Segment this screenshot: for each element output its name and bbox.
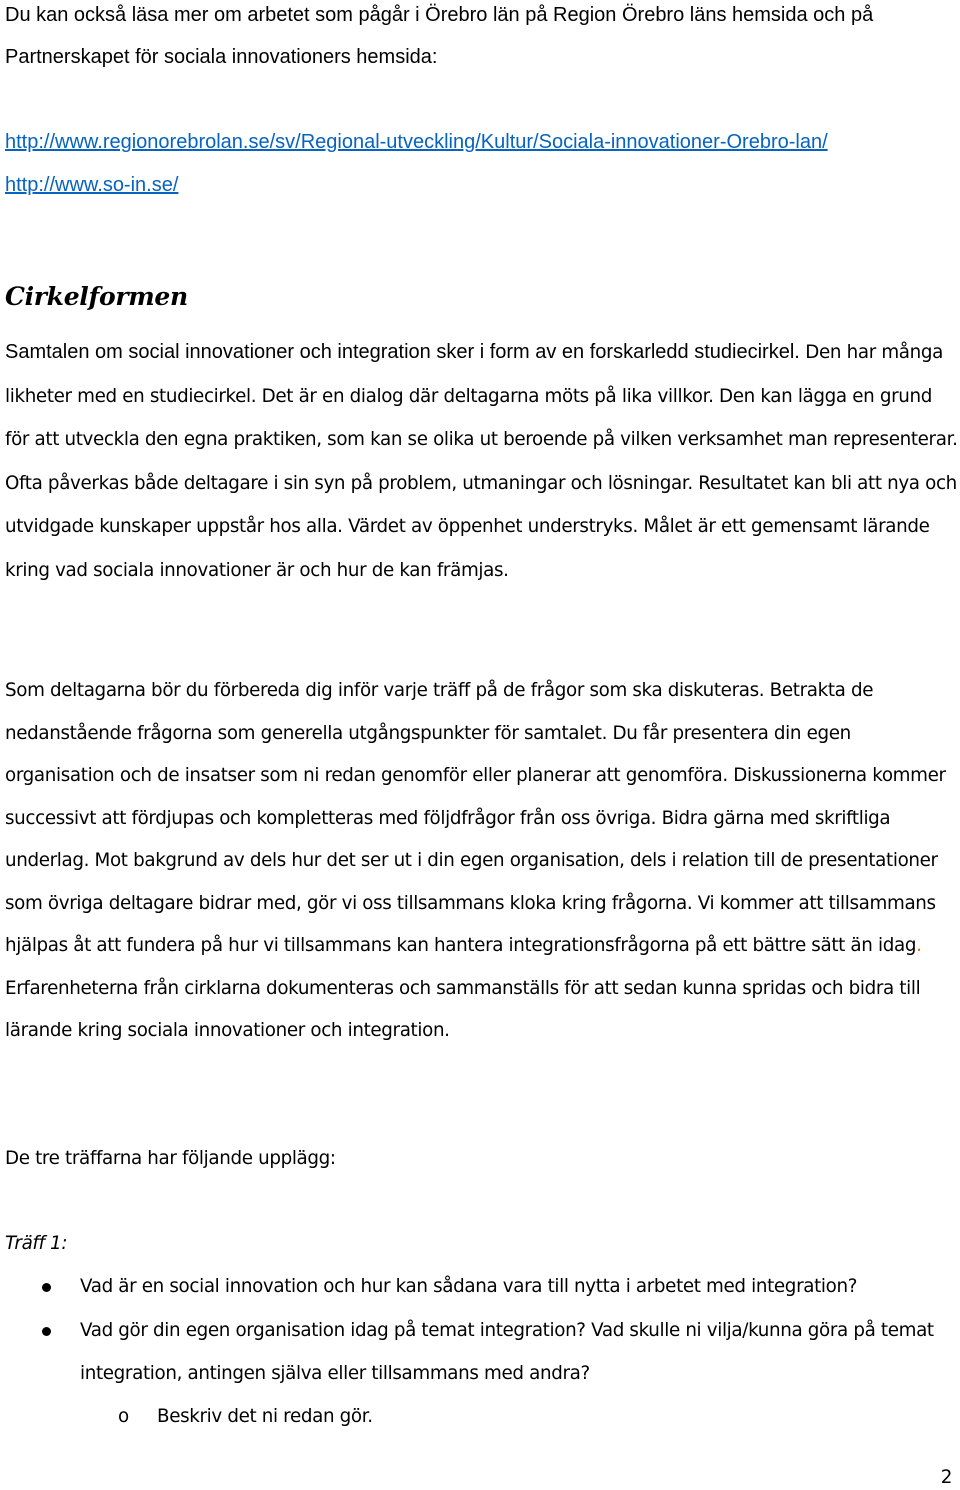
page-number: 2 [940,1467,952,1488]
paragraph-lead: Samtalen om social innovationer och integration sker i form av en forskarledd studiecirkel. [5,341,800,363]
region-orebro-link[interactable]: http://www.regionorebrolan.se/sv/Regional-utveckling/Kultur/Sociala-innovationer-Orebro-lan/ [5,131,828,153]
section-heading: Cirkelformen [5,282,188,311]
bullet-icon [42,1283,51,1292]
meetings-intro: De tre träffarna har följande upplägg: [5,1148,336,1169]
intro-line-1: Du kan också läsa mer om arbetet som pågår i Örebro län på Region Örebro läns hemsida och på [5,4,874,26]
intro-line-2: Partnerskapet för sociala innovationers hemsida: [5,46,438,68]
sub-list-item-text: Beskriv det ni redan gör. [157,1406,373,1427]
list-item-text: Vad gör din egen organisation idag på temat integration? Vad skulle ni vilja/kunna göra på temat integration, antingen själva eller tillsammans med andra? [80,1320,934,1384]
paragraph-preparation-tail: Erfarenheterna från cirklarna dokumenteras och sammanställs för att sedan kunna spridas och bidra till lärande kring sociala innovationer och integration. [5,977,921,1041]
list-item-text: Vad är en social innovation och hur kan sådana vara till nytta i arbetet med integration? [80,1276,858,1297]
circle-bullet-icon: o [118,1406,129,1427]
paragraph-cirkelformen [5,331,960,593]
orange-period: . [916,935,922,956]
paragraph-preparation [5,670,960,1053]
so-in-link[interactable]: http://www.so-in.se/ [5,174,179,196]
bullet-icon [42,1327,51,1336]
meeting-1-title: Träff 1: [5,1233,68,1254]
paragraph-body: Den har många likheter med en studiecirkel. Det är en dialog där deltagarna möts på lika villkor. Den kan lägga en grund för att utveckla den egna praktiken, som kan se olika ut beroende på vilken verksamhet man representerar. Ofta påverkas både deltagare i sin syn på problem, utmaningar och lösningar. Resultatet kan bli att nya och utvidgade kunskaper uppstår hos alla. Värdet av öppenhet understryks. Målet är ett gemensamt lärande kring vad sociala innovationer är och hur de kan främjas. [5,342,958,581]
paragraph-preparation-text: Som deltagarna bör du förbereda dig inför varje träff på de frågor som ska diskuteras. Betrakta de nedanstående frågorna som generella utgångspunkter för samtalet. Du får presentera din egen organisation och de insatser som ni redan genomför eller planerar att genomföra. Diskussionerna kommer successivt att fördjupas och kompletteras med följdfrågor från oss övriga. Bidra gärna med skriftliga underlag. Mot bakgrund av dels hur det ser ut i din egen organisation, dels i relation till de presentationer som övriga deltagare bidrar med, gör vi oss tillsammans kloka kring frågorna. Vi kommer att tillsammans hjälpas åt att fundera på hur vi tillsammans kan hantera integrationsfrågorna på ett bättre sätt än idag [5,680,946,956]
